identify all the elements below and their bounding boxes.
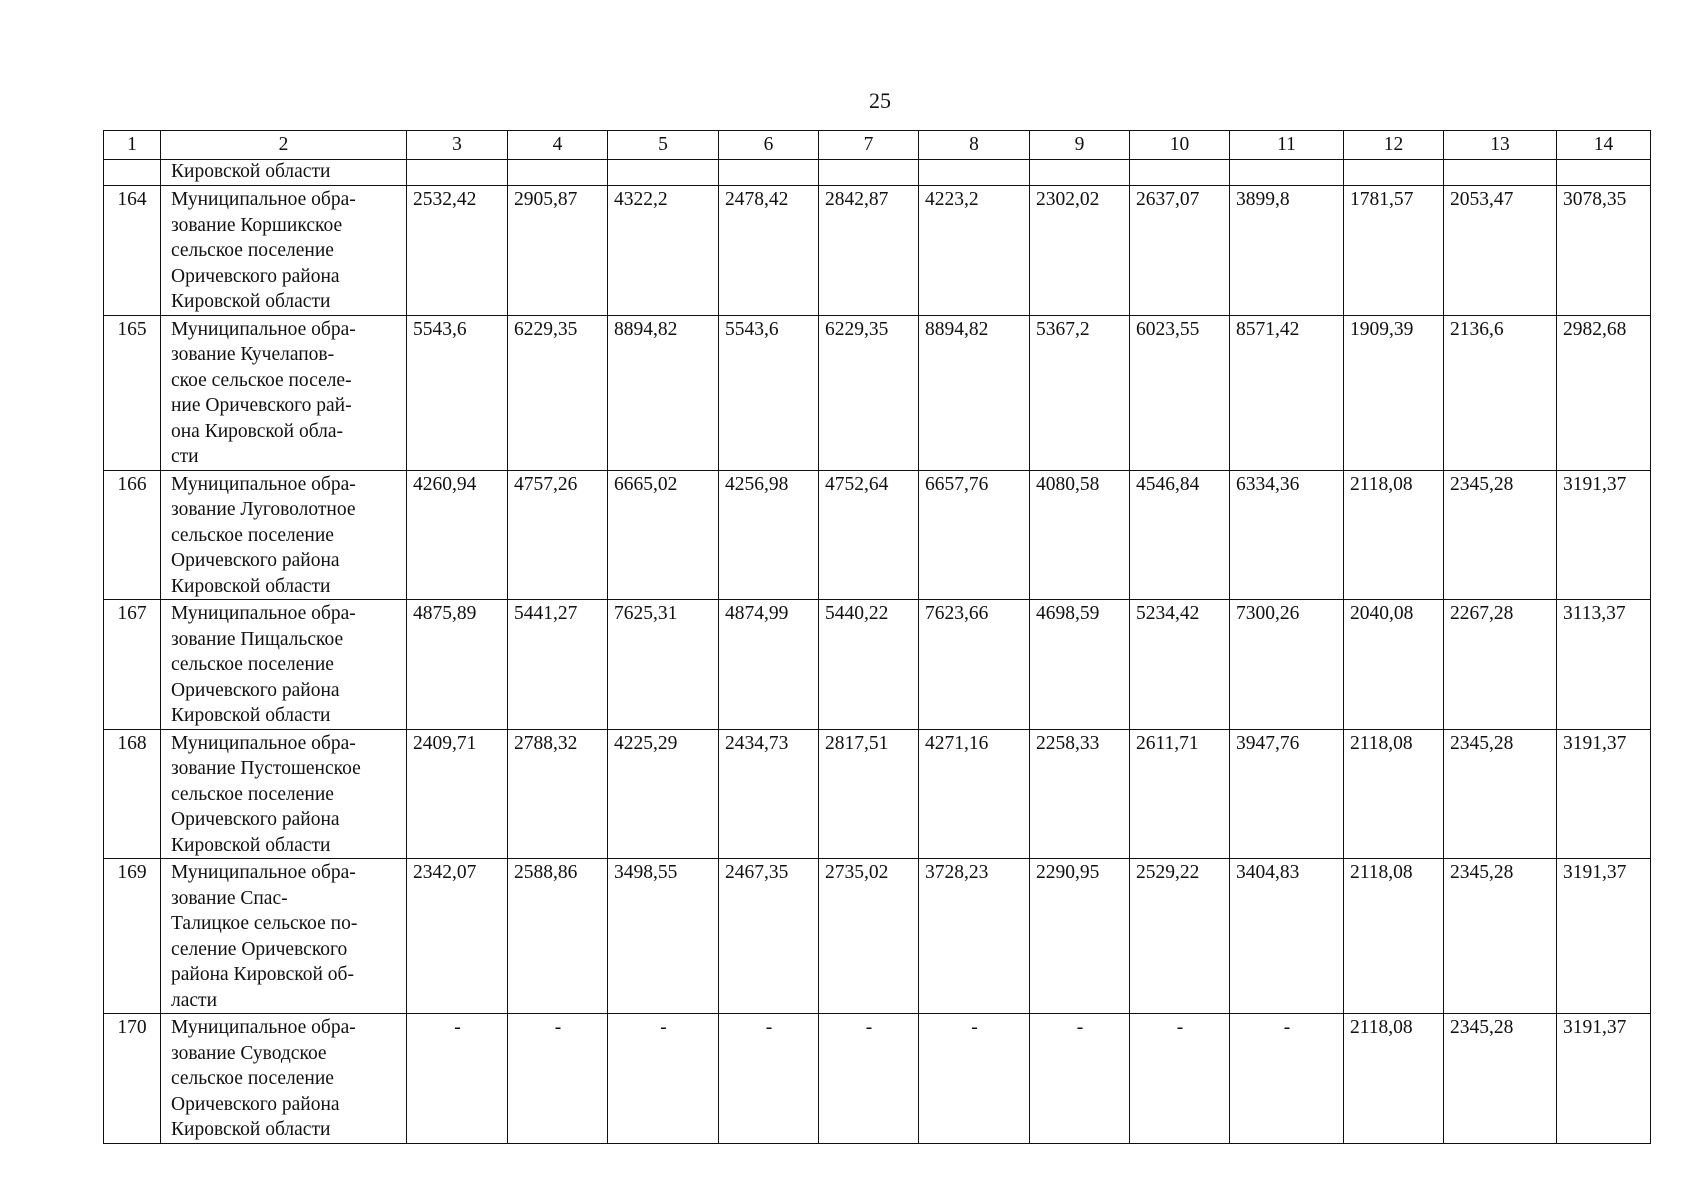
column-header: 13 — [1444, 131, 1557, 160]
value-cell: 2040,08 — [1344, 600, 1444, 730]
value-cell: 2611,71 — [1130, 729, 1230, 859]
value-cell: 2345,28 — [1444, 470, 1557, 600]
row-number-cell: 165 — [104, 315, 161, 470]
value-cell: 2345,28 — [1444, 859, 1557, 1014]
value-cell: 2434,73 — [719, 729, 819, 859]
row-number-cell: 169 — [104, 859, 161, 1014]
value-cell: 2637,07 — [1130, 186, 1230, 316]
municipality-name-cell: Муниципальное обра- зование Пустошенское сельское поселение Оричевского района Кировской области — [161, 729, 407, 859]
row-number-cell: 164 — [104, 186, 161, 316]
value-cell: 2409,71 — [407, 729, 508, 859]
value-cell: - — [1230, 1014, 1344, 1144]
column-header: 8 — [919, 131, 1030, 160]
value-cell: 6023,55 — [1130, 315, 1230, 470]
value-cell: 5440,22 — [819, 600, 919, 730]
value-cell: 3078,35 — [1557, 186, 1651, 316]
value-cell: 2817,51 — [819, 729, 919, 859]
value-cell: 3191,37 — [1557, 1014, 1651, 1144]
value-cell: 2136,6 — [1444, 315, 1557, 470]
value-cell: 4546,84 — [1130, 470, 1230, 600]
value-cell: 2053,47 — [1444, 186, 1557, 316]
municipality-name-cell: Муниципальное обра- зование Суводское сельское поселение Оричевского района Кировской области — [161, 1014, 407, 1144]
value-cell: 2532,42 — [407, 186, 508, 316]
value-cell: 4223,2 — [919, 186, 1030, 316]
value-cell: 3191,37 — [1557, 470, 1651, 600]
value-cell: 6665,02 — [608, 470, 719, 600]
value-cell: 6229,35 — [508, 315, 608, 470]
municipality-name-cell: Муниципальное обра- зование Пищальское сельское поселение Оричевского района Кировской области — [161, 600, 407, 730]
value-cell: 4080,58 — [1030, 470, 1130, 600]
value-cell: 2345,28 — [1444, 729, 1557, 859]
value-cell: 4260,94 — [407, 470, 508, 600]
value-cell: 3899,8 — [1230, 186, 1344, 316]
value-cell: - — [1030, 1014, 1130, 1144]
value-cell: 2118,08 — [1344, 470, 1444, 600]
value-cell: - — [819, 1014, 919, 1144]
value-cell: 2982,68 — [1557, 315, 1651, 470]
value-cell: 4874,99 — [719, 600, 819, 730]
column-header: 4 — [508, 131, 608, 160]
value-cell: 2905,87 — [508, 186, 608, 316]
table-body — [104, 160, 1651, 1144]
value-cell: 5441,27 — [508, 600, 608, 730]
column-header: 5 — [608, 131, 719, 160]
continuation-num-cell — [104, 160, 161, 186]
value-cell: 2290,95 — [1030, 859, 1130, 1014]
value-cell: 2118,08 — [1344, 1014, 1444, 1144]
value-cell: 2258,33 — [1030, 729, 1130, 859]
data-table — [103, 130, 1651, 1144]
value-cell: 8894,82 — [608, 315, 719, 470]
value-cell: 4698,59 — [1030, 600, 1130, 730]
column-header: 14 — [1557, 131, 1651, 160]
column-header: 2 — [161, 131, 407, 160]
value-cell: 5234,42 — [1130, 600, 1230, 730]
value-cell: 3191,37 — [1557, 729, 1651, 859]
value-cell: 5367,2 — [1030, 315, 1130, 470]
table-row — [104, 315, 1651, 470]
value-cell: 2588,86 — [508, 859, 608, 1014]
table-row — [104, 186, 1651, 316]
value-cell: 7625,31 — [608, 600, 719, 730]
value-cell: 2788,32 — [508, 729, 608, 859]
value-cell: 4757,26 — [508, 470, 608, 600]
value-cell: 2342,07 — [407, 859, 508, 1014]
row-number-cell: 167 — [104, 600, 161, 730]
value-cell: 5543,6 — [407, 315, 508, 470]
value-cell: 2302,02 — [1030, 186, 1130, 316]
row-number-cell: 168 — [104, 729, 161, 859]
value-cell: - — [608, 1014, 719, 1144]
table-row — [104, 859, 1651, 1014]
value-cell: - — [508, 1014, 608, 1144]
value-cell: - — [719, 1014, 819, 1144]
value-cell: 7623,66 — [919, 600, 1030, 730]
value-cell: 2267,28 — [1444, 600, 1557, 730]
value-cell: 7300,26 — [1230, 600, 1344, 730]
column-header: 10 — [1130, 131, 1230, 160]
value-cell: 1781,57 — [1344, 186, 1444, 316]
value-cell: 2478,42 — [719, 186, 819, 316]
row-number-cell: 170 — [104, 1014, 161, 1144]
value-cell: - — [919, 1014, 1030, 1144]
value-cell: - — [1130, 1014, 1230, 1144]
continuation-name-cell: Кировской области — [161, 160, 407, 186]
municipality-name-cell: Муниципальное обра- зование Коршикское сельское поселение Оричевского района Кировской области — [161, 186, 407, 316]
value-cell: 6334,36 — [1230, 470, 1344, 600]
municipality-name-cell: Муниципальное обра- зование Кучелапов- ское сельское поселе- ние Оричевского рай- она Кировской обла- сти — [161, 315, 407, 470]
value-cell: 4225,29 — [608, 729, 719, 859]
value-cell: 3404,83 — [1230, 859, 1344, 1014]
value-cell: 4256,98 — [719, 470, 819, 600]
value-cell: 4752,64 — [819, 470, 919, 600]
value-cell: 4322,2 — [608, 186, 719, 316]
column-header: 3 — [407, 131, 508, 160]
value-cell: 3191,37 — [1557, 859, 1651, 1014]
value-cell: 8894,82 — [919, 315, 1030, 470]
column-header: 7 — [819, 131, 919, 160]
value-cell: 2529,22 — [1130, 859, 1230, 1014]
column-number-row — [104, 131, 1651, 160]
value-cell: 1909,39 — [1344, 315, 1444, 470]
page-number: 25 — [869, 88, 891, 113]
column-header: 1 — [104, 131, 161, 160]
table-row — [104, 729, 1651, 859]
value-cell: 3947,76 — [1230, 729, 1344, 859]
table-row — [104, 470, 1651, 600]
value-cell: 2118,08 — [1344, 859, 1444, 1014]
column-header: 12 — [1344, 131, 1444, 160]
value-cell: 2345,28 — [1444, 1014, 1557, 1144]
value-cell: 3113,37 — [1557, 600, 1651, 730]
value-cell: 6229,35 — [819, 315, 919, 470]
table-header — [104, 131, 1651, 160]
value-cell: 8571,42 — [1230, 315, 1344, 470]
continuation-row — [104, 160, 1651, 186]
value-cell: 4271,16 — [919, 729, 1030, 859]
value-cell: 6657,76 — [919, 470, 1030, 600]
value-cell: 2118,08 — [1344, 729, 1444, 859]
value-cell: 2735,02 — [819, 859, 919, 1014]
value-cell: - — [407, 1014, 508, 1144]
value-cell: 2842,87 — [819, 186, 919, 316]
column-header: 11 — [1230, 131, 1344, 160]
value-cell: 5543,6 — [719, 315, 819, 470]
value-cell: 3728,23 — [919, 859, 1030, 1014]
table-row — [104, 600, 1651, 730]
table-row — [104, 1014, 1651, 1144]
column-header: 6 — [719, 131, 819, 160]
row-number-cell: 166 — [104, 470, 161, 600]
value-cell: 4875,89 — [407, 600, 508, 730]
column-header: 9 — [1030, 131, 1130, 160]
municipality-name-cell: Муниципальное обра- зование Спас- Талицкое сельское по- селение Оричевского района Кировской об- ласти — [161, 859, 407, 1014]
municipality-name-cell: Муниципальное обра- зование Луговолотное сельское поселение Оричевского района Кировской области — [161, 470, 407, 600]
value-cell: 2467,35 — [719, 859, 819, 1014]
value-cell: 3498,55 — [608, 859, 719, 1014]
